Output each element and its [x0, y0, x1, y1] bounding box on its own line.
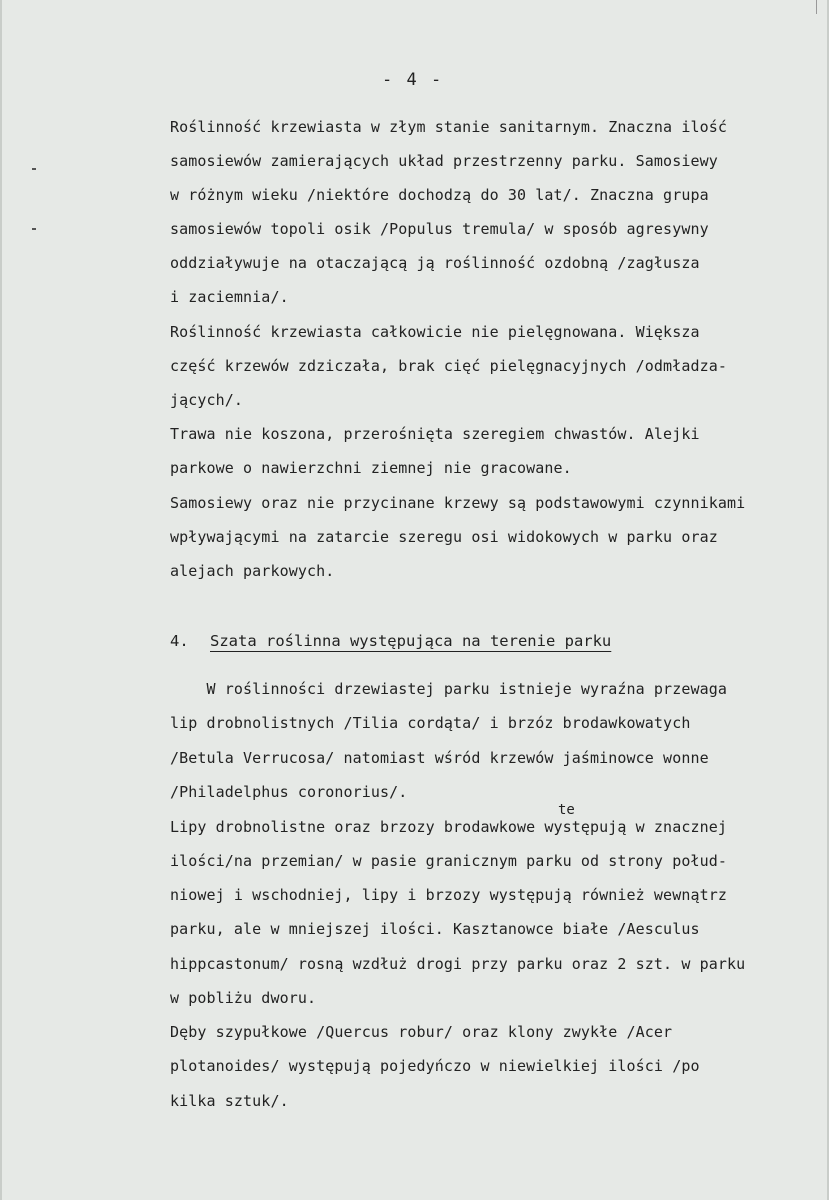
margin-mark — [32, 228, 36, 230]
text-line: Trawa nie koszona, przerośnięta szeregiem chwastów. Alejki — [170, 425, 700, 443]
text-line: i zaciemnia/. — [170, 288, 289, 306]
text-line: /Philadelphus coronorius/. — [170, 783, 408, 801]
text-line: część krzewów zdziczała, brak cięć pielęgnacyjnych /odmładza- — [170, 357, 727, 375]
text-line: samosiewów zamierających układ przestrzenny parku. Samosiewy — [170, 152, 718, 170]
section-heading — [170, 632, 611, 650]
handwritten-correction: te — [558, 802, 575, 818]
text-line: oddziaływuje na otaczającą ją roślinność ozdobną /zagłusza — [170, 254, 700, 272]
text-line: parkowe o nawierzchni ziemnej nie gracowane. — [170, 459, 572, 477]
text-line: Lipy drobnolistne oraz brzozy brodawkowe występują w znacznej — [170, 818, 727, 836]
text-line: /Betula Verrucosa/ natomiast wśród krzewów jaśminowce wonne — [170, 749, 709, 767]
margin-mark — [32, 168, 36, 170]
text-line: niowej i wschodniej, lipy i brzozy występują również wewnątrz — [170, 886, 727, 904]
text-line: parku, ale w mniejszej ilości. Kasztanowce białe /Aesculus — [170, 920, 700, 938]
text-line: w pobliżu dworu. — [170, 989, 317, 1007]
text-line: Roślinność krzewiasta całkowicie nie pielęgnowana. Większa — [170, 323, 700, 341]
text-line: alejach parkowych. — [170, 562, 335, 580]
text-line: kilka sztuk/. — [170, 1092, 289, 1110]
text-line: ilości/na przemian/ w pasie granicznym parku od strony połud- — [170, 852, 727, 870]
text-line: plotanoides/ występują pojedyńczo w niewielkiej ilości /po — [170, 1057, 700, 1075]
text-line: hippcastonum/ rosną wzdłuż drogi przy parku oraz 2 szt. w parku — [170, 955, 746, 973]
text-line: jących/. — [170, 391, 244, 409]
text-line: lip drobnolistnych /Tilia cordąta/ i brzóz brodawkowatych — [170, 714, 691, 732]
text-line: Samosiewy oraz nie przycinane krzewy są podstawowymi czynnikami — [170, 494, 746, 512]
text-line: w różnym wieku /niektóre dochodzą do 30 lat/. Znaczna grupa — [170, 186, 709, 204]
text-line: Roślinność krzewiasta w złym stanie sanitarnym. Znaczna ilość — [170, 118, 727, 136]
text-line: Dęby szypułkowe /Quercus robur/ oraz klony zwykłe /Acer — [170, 1023, 673, 1041]
text-line: samosiewów topoli osik /Populus tremula/ w sposób agresywny — [170, 220, 709, 238]
text-line: wpływającymi na zatarcie szeregu osi widokowych w parku oraz — [170, 528, 718, 546]
text-line: W roślinności drzewiastej parku istnieje wyraźna przewaga — [170, 680, 727, 698]
section-title: Szata roślinna występująca na terenie parku — [210, 632, 612, 650]
section-number: 4. — [170, 632, 189, 650]
page-number: - 4 - — [382, 70, 444, 90]
page-edge-mark — [816, 0, 827, 14]
